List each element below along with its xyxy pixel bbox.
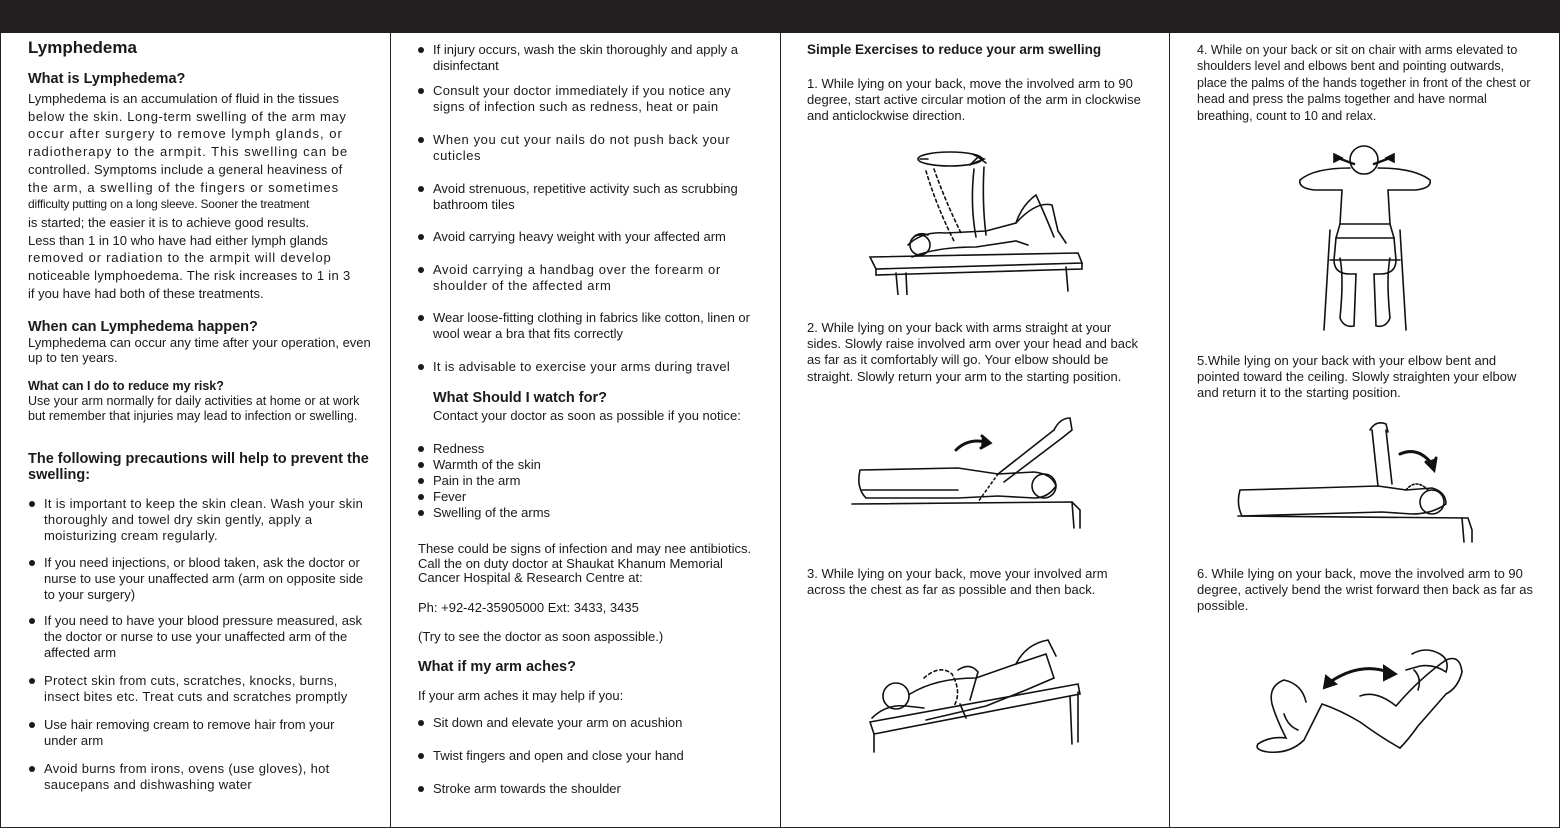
exercise-4-text: 4. While on your back or sit on chair with arms elevated to shoulders level and elbows bent and pointing outwards, place the palms of the hands together in front of the chest or head and press the palms together and have normal breathing, count to 10 and relax. xyxy=(1197,43,1531,123)
list-item: Avoid burns from irons, ovens (use gloves), hot saucepans and dishwashing water xyxy=(29,761,369,793)
exercise-3-text: 3. While lying on your back, move your involved arm across the chest as far as possible and then back. xyxy=(807,566,1108,598)
signs-text: These could be signs of infection and may nee antibiotics. Call the on duty doctor at Shaukat Khanum Memorial Cancer Hospital & Research Centre at: xyxy=(418,541,752,585)
exercise-3-illustration xyxy=(866,634,1086,756)
exercise-5-illustration xyxy=(1232,418,1476,544)
list-item: Use hair removing cream to remove hair from your under arm xyxy=(29,717,369,749)
paragraph-line: radiotherapy to the armpit. This swelling can be xyxy=(28,144,349,160)
list-item: Protect skin from cuts, scratches, knocks, burns, insect bites etc. Treat cuts and scratches promptly xyxy=(29,673,369,705)
paragraph-line: below the skin. Long-term swelling of the arm may xyxy=(28,108,347,124)
paragraph-line: if you have had both of these treatments. xyxy=(28,285,264,301)
list-item: Redness xyxy=(418,441,484,457)
exercise-1-text: 1. While lying on your back, move the involved arm to 90 degree, start active circular motion of the arm in clockwise and anticlockwise direction. xyxy=(807,76,1141,124)
watch-intro: Contact your doctor as soon as possible if you notice: xyxy=(433,408,741,423)
list-item: Avoid strenuous, repetitive activity such as scrubbing bathroom tiles xyxy=(418,181,758,213)
list-item: Wear loose-fitting clothing in fabrics like cotton, linen or wool wear a bra that fits correctly xyxy=(418,310,758,342)
try-text: (Try to see the doctor as soon aspossible.) xyxy=(418,629,664,644)
what-is-paragraph xyxy=(28,90,366,302)
list-item: If you need injections, or blood taken, ask the doctor or nurse to use your unaffected arm (arm on opposite side to your surgery) xyxy=(29,555,369,604)
list-item: Stroke arm towards the shoulder xyxy=(418,781,621,797)
paragraph-line: is started; the easier it is to achieve good results. xyxy=(28,214,310,230)
list-item: Avoid carrying heavy weight with your affected arm xyxy=(418,229,758,245)
exercises-heading: Simple Exercises to reduce your arm swelling xyxy=(807,42,1102,57)
list-item: When you cut your nails do not push back your cuticles xyxy=(418,132,758,164)
column-divider xyxy=(1169,33,1170,828)
list-item: If you need to have your blood pressure measured, ask the doctor or nurse to use your unaffected arm of the affected arm xyxy=(29,613,369,662)
paragraph-line: Less than 1 in 10 who have had either lymph glands xyxy=(28,232,328,248)
exercise-2-illustration xyxy=(848,408,1088,532)
paragraph-line: difficulty putting on a long sleeve. Sooner the treatment xyxy=(28,197,310,212)
paragraph-line: occur after surgery to remove lymph glands, or xyxy=(28,126,343,142)
list-item: It is advisable to exercise your arms during travel xyxy=(418,359,758,375)
exercise-5-text: 5.While lying on your back with your elbow bent and pointed toward the ceiling. Slowly straighten your elbow and return it to the starting position. xyxy=(1197,353,1517,401)
reduce-heading: What can I do to reduce my risk? xyxy=(28,379,224,393)
precautions-heading: The following precautions will help to prevent the swelling: xyxy=(28,451,369,483)
what-is-heading: What is Lymphedema? xyxy=(28,71,186,87)
exercise-6-illustration xyxy=(1250,640,1470,762)
list-item: Pain in the arm xyxy=(418,473,520,489)
paragraph-line: noticeable lymphoedema. The risk increases to 1 in 3 xyxy=(28,268,351,284)
exercise-6-text: 6. While lying on your back, move the involved arm to 90 degree, actively bend the wrist forward then back as far as possible. xyxy=(1197,566,1534,614)
list-item: It is important to keep the skin clean. Wash your skin thoroughly and towel dry skin gently, apply a moisturizing cream regularly. xyxy=(29,496,369,545)
aches-intro: If your arm aches it may help if you: xyxy=(418,688,624,703)
list-item: If injury occurs, wash the skin thoroughly and apply a disinfectant xyxy=(418,42,758,74)
exercise-2-text: 2. While lying on your back with arms straight at your sides. Slowly raise involved arm over your head and back as far as it comfortably will go. Your elbow should be straight. Slowly return your arm to the starting position. xyxy=(807,320,1138,384)
list-item: Avoid carrying a handbag over the forearm or shoulder of the affected arm xyxy=(418,262,758,294)
paragraph-line: Lymphedema is an accumulation of fluid in the tissues xyxy=(28,91,339,106)
list-item: Sit down and elevate your arm on acushion xyxy=(418,715,682,731)
reduce-text: Use your arm normally for daily activities at home or at work but remember that injuries may lead to infection or swelling. xyxy=(28,394,360,423)
exercise-4-illustration xyxy=(1294,138,1436,332)
watch-heading: What Should I watch for? xyxy=(433,390,607,406)
paragraph-line: removed or radiation to the armpit will develop xyxy=(28,250,332,266)
aches-heading: What if my arm aches? xyxy=(418,659,576,675)
paragraph-line: controlled. Symptoms include a general heaviness of xyxy=(28,161,343,177)
paragraph-line: the arm, a swelling of the fingers or sometimes xyxy=(28,179,340,195)
page-title: Lymphedema xyxy=(28,38,137,57)
when-heading: When can Lymphedema happen? xyxy=(28,319,258,335)
list-item: Consult your doctor immediately if you notice any signs of infection such as redness, heat or pain xyxy=(418,83,758,115)
list-item: Fever xyxy=(418,489,466,505)
column-divider xyxy=(780,33,781,828)
exercise-1-illustration xyxy=(866,145,1088,295)
list-item: Swelling of the arms xyxy=(418,505,550,521)
column-divider xyxy=(390,33,391,828)
when-text: Lymphedema can occur any time after your operation, even up to ten years. xyxy=(28,335,371,365)
phone-number: Ph: +92-42-35905000 Ext: 3433, 3435 xyxy=(418,600,639,615)
list-item: Twist fingers and open and close your hand xyxy=(418,748,684,764)
top-bar xyxy=(0,0,1560,33)
list-item: Warmth of the skin xyxy=(418,457,541,473)
